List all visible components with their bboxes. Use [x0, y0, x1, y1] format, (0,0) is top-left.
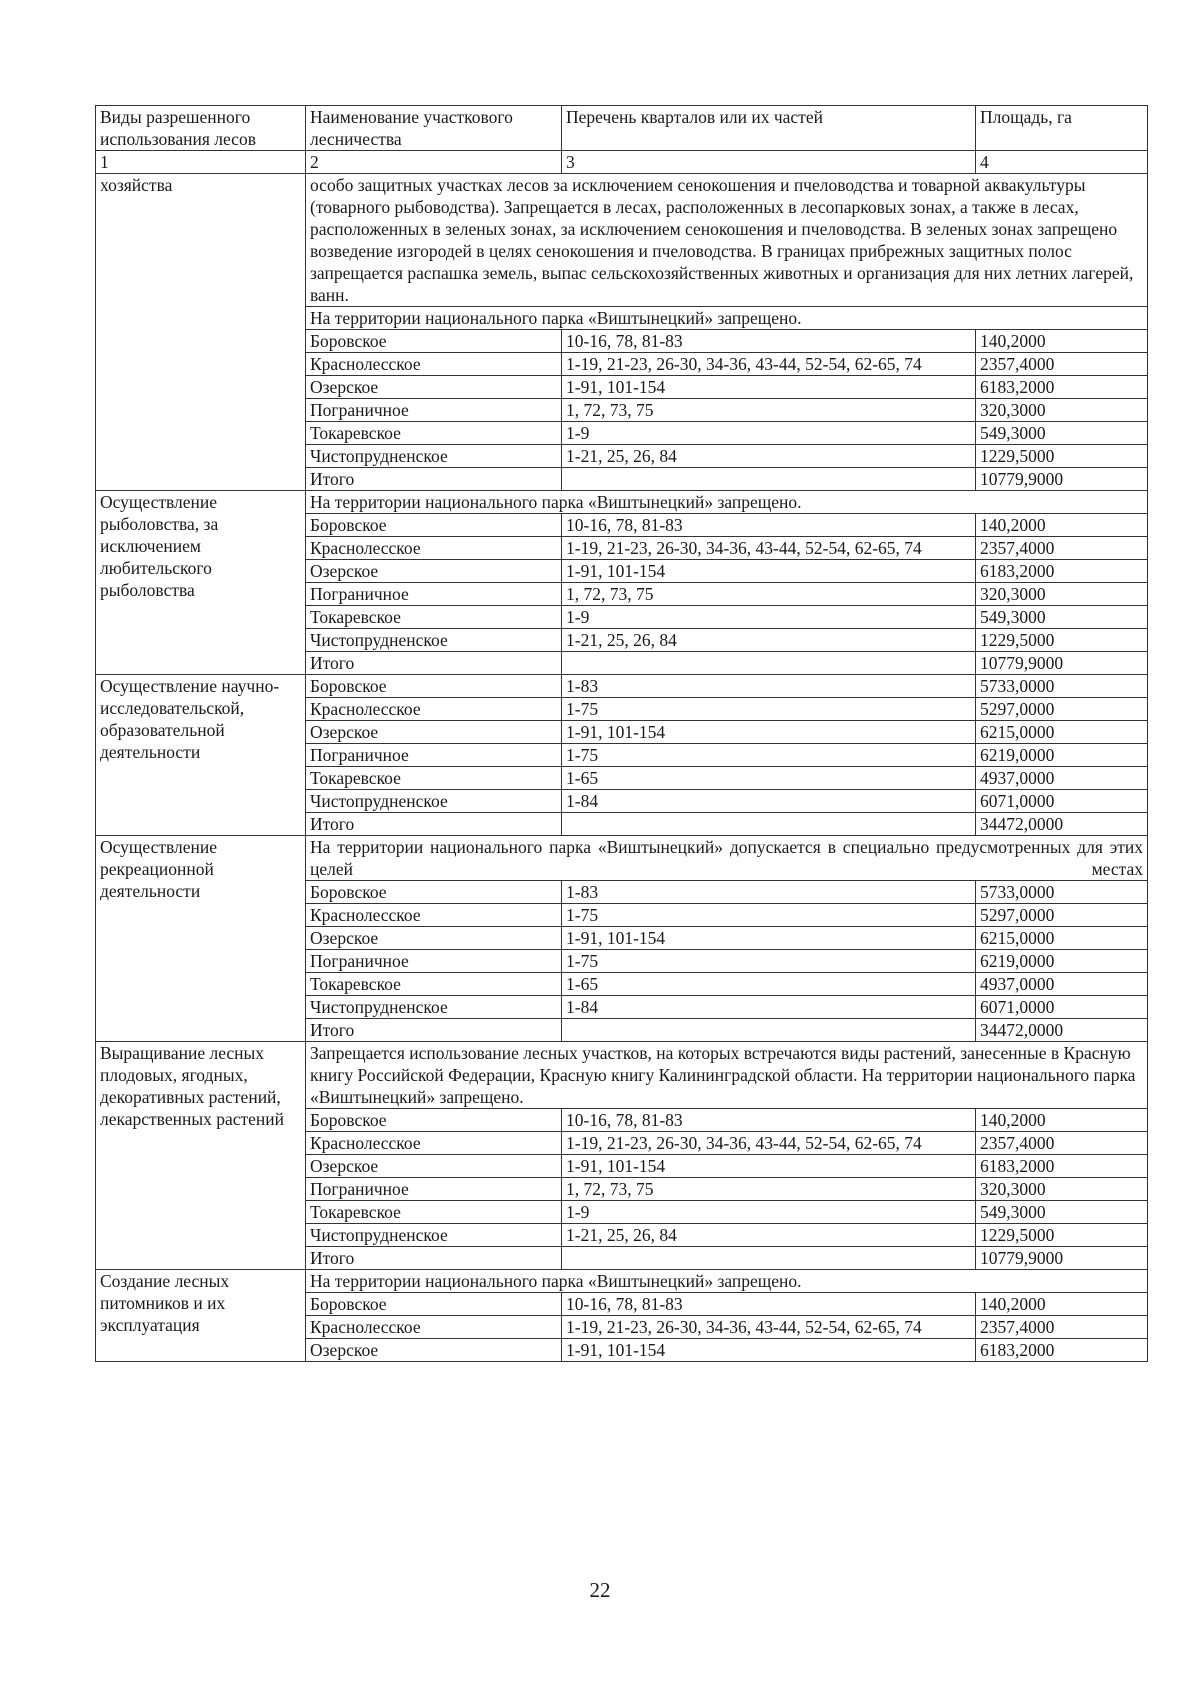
quarters-list: 1-65 [562, 973, 976, 996]
forestry-name: Озерское [306, 1155, 562, 1178]
restriction-note: Запрещается использование лесных участков, на которых встречаются виды растений, занесенные в Красную книгу Российской Федерации, Красную книгу Калининградской области. На территории национального парка «Виштынецкий» запрещено. [306, 1042, 1148, 1109]
area-value: 2357,4000 [976, 353, 1148, 376]
forestry-name: Озерское [306, 721, 562, 744]
table-row [96, 675, 1148, 698]
forestry-name: Краснолесское [306, 1316, 562, 1339]
area-value: 6219,0000 [976, 744, 1148, 767]
quarters-list: 1-91, 101-154 [562, 560, 976, 583]
header-col3: Перечень кварталов или их частей [562, 106, 976, 151]
forestry-name: Токаревское [306, 422, 562, 445]
quarters-list: 1-83 [562, 675, 976, 698]
forestry-name: Боровское [306, 675, 562, 698]
use-type-label: Создание лесных питомников и их эксплуатация [96, 1270, 306, 1362]
area-value: 140,2000 [976, 1109, 1148, 1132]
quarters-list: 1-91, 101-154 [562, 927, 976, 950]
forestry-name: Боровское [306, 514, 562, 537]
forestry-name: Пограничное [306, 583, 562, 606]
quarters-list: 1-9 [562, 1201, 976, 1224]
merged-note-row [96, 174, 1148, 307]
restriction-note: На территории национального парка «Виштынецкий» запрещено. [306, 1270, 1148, 1293]
forestry-name: Итого [306, 1247, 562, 1270]
forestry-name: Пограничное [306, 744, 562, 767]
merged-note-row [96, 1270, 1148, 1293]
area-value: 6071,0000 [976, 790, 1148, 813]
forestry-name: Чистопрудненское [306, 996, 562, 1019]
quarters-list: 1-9 [562, 606, 976, 629]
column-number: 2 [306, 151, 562, 174]
forestry-name: Токаревское [306, 606, 562, 629]
area-value: 549,3000 [976, 1201, 1148, 1224]
quarters-list: 1-75 [562, 904, 976, 927]
forestry-name: Краснолесское [306, 1132, 562, 1155]
area-value: 6215,0000 [976, 721, 1148, 744]
merged-note-row [96, 1042, 1148, 1109]
area-value: 549,3000 [976, 606, 1148, 629]
area-value: 6219,0000 [976, 950, 1148, 973]
quarters-list: 1-84 [562, 790, 976, 813]
area-value: 34472,0000 [976, 1019, 1148, 1042]
forestry-name: Озерское [306, 376, 562, 399]
merged-note-row [96, 491, 1148, 514]
area-value: 6183,2000 [976, 560, 1148, 583]
forestry-name: Токаревское [306, 973, 562, 996]
quarters-list: 1-19, 21-23, 26-30, 34-36, 43-44, 52-54, 62-65, 74 [562, 1316, 976, 1339]
quarters-list: 1-91, 101-154 [562, 721, 976, 744]
restriction-note: На территории национального парка «Виштынецкий» запрещено. [306, 307, 1148, 330]
area-value: 10779,9000 [976, 652, 1148, 675]
forestry-name: Чистопрудненское [306, 790, 562, 813]
use-type-label: Осуществление рекреационной деятельности [96, 836, 306, 1042]
quarters-list: 1-21, 25, 26, 84 [562, 1224, 976, 1247]
header-row [96, 106, 1148, 151]
forestry-name: Чистопрудненское [306, 629, 562, 652]
area-value: 1229,5000 [976, 445, 1148, 468]
quarters-list [562, 652, 976, 675]
forestry-name: Пограничное [306, 950, 562, 973]
forestry-name: Краснолесское [306, 698, 562, 721]
quarters-list: 1-84 [562, 996, 976, 1019]
header-col1: Виды разрешенного использования лесов [96, 106, 306, 151]
restriction-note: На территории национального парка «Виштынецкий» допускается в специально предусмотренных для этих целей местах [306, 836, 1148, 881]
forestry-name: Боровское [306, 330, 562, 353]
quarters-list: 1-91, 101-154 [562, 1339, 976, 1362]
area-value: 5733,0000 [976, 675, 1148, 698]
quarters-list: 1, 72, 73, 75 [562, 583, 976, 606]
area-value: 10779,9000 [976, 468, 1148, 491]
quarters-list: 1-75 [562, 950, 976, 973]
forestry-name: Краснолесское [306, 353, 562, 376]
area-value: 1229,5000 [976, 629, 1148, 652]
use-type-label: Выращивание лесных плодовых, ягодных, декоративных растений, лекарственных растений [96, 1042, 306, 1270]
area-value: 6071,0000 [976, 996, 1148, 1019]
area-value: 6183,2000 [976, 1155, 1148, 1178]
quarters-list: 1-19, 21-23, 26-30, 34-36, 43-44, 52-54, 62-65, 74 [562, 1132, 976, 1155]
area-value: 1229,5000 [976, 1224, 1148, 1247]
area-value: 6183,2000 [976, 1339, 1148, 1362]
column-number: 1 [96, 151, 306, 174]
area-value: 5297,0000 [976, 904, 1148, 927]
forestry-name: Токаревское [306, 1201, 562, 1224]
quarters-list: 1-21, 25, 26, 84 [562, 629, 976, 652]
restriction-note: особо защитных участках лесов за исключением сенокошения и пчеловодства и товарной аквакультуры (товарного рыбоводства). Запрещается в лесах, расположенных в лесопарковых зонах, а также в лесах, расположенных в зеленых зонах, за исключением сенокошения и пчеловодства. В зеленых зонах запрещено возведение изгородей в целях сенокошения и пчеловодства. В границах прибрежных защитных полос запрещается распашка земель, выпас сельскохозяйственных животных и организация для них летних лагерей, ванн. [306, 174, 1148, 307]
quarters-list [562, 1019, 976, 1042]
forestry-name: Пограничное [306, 1178, 562, 1201]
forest-use-table [95, 105, 1148, 1362]
quarters-list [562, 468, 976, 491]
forestry-name: Чистопрудненское [306, 1224, 562, 1247]
forestry-name: Боровское [306, 1293, 562, 1316]
area-value: 34472,0000 [976, 813, 1148, 836]
area-value: 320,3000 [976, 399, 1148, 422]
quarters-list: 1, 72, 73, 75 [562, 1178, 976, 1201]
header-col2: Наименование участкового лесничества [306, 106, 562, 151]
column-number-row [96, 151, 1148, 174]
forestry-name: Озерское [306, 560, 562, 583]
area-value: 6215,0000 [976, 927, 1148, 950]
quarters-list: 10-16, 78, 81-83 [562, 1109, 976, 1132]
quarters-list: 1, 72, 73, 75 [562, 399, 976, 422]
area-value: 4937,0000 [976, 973, 1148, 996]
quarters-list: 1-91, 101-154 [562, 376, 976, 399]
forestry-name: Токаревское [306, 767, 562, 790]
forestry-name: Боровское [306, 881, 562, 904]
forestry-name: Итого [306, 813, 562, 836]
area-value: 320,3000 [976, 583, 1148, 606]
column-number: 3 [562, 151, 976, 174]
forestry-name: Итого [306, 652, 562, 675]
area-value: 5297,0000 [976, 698, 1148, 721]
quarters-list: 1-91, 101-154 [562, 1155, 976, 1178]
area-value: 10779,9000 [976, 1247, 1148, 1270]
quarters-list: 1-19, 21-23, 26-30, 34-36, 43-44, 52-54, 62-65, 74 [562, 537, 976, 560]
column-number: 4 [976, 151, 1148, 174]
quarters-list: 10-16, 78, 81-83 [562, 330, 976, 353]
quarters-list [562, 813, 976, 836]
restriction-note: На территории национального парка «Виштынецкий» запрещено. [306, 491, 1148, 514]
quarters-list: 1-75 [562, 698, 976, 721]
use-type-label: хозяйства [96, 174, 306, 491]
area-value: 140,2000 [976, 514, 1148, 537]
quarters-list: 10-16, 78, 81-83 [562, 1293, 976, 1316]
use-type-label: Осуществление научно-исследовательской, образовательной деятельности [96, 675, 306, 836]
area-value: 320,3000 [976, 1178, 1148, 1201]
forestry-name: Краснолесское [306, 537, 562, 560]
forestry-name: Итого [306, 1019, 562, 1042]
forestry-name: Чистопрудненское [306, 445, 562, 468]
quarters-list [562, 1247, 976, 1270]
quarters-list: 1-83 [562, 881, 976, 904]
merged-note-row [96, 836, 1148, 881]
quarters-list: 1-21, 25, 26, 84 [562, 445, 976, 468]
quarters-list: 1-75 [562, 744, 976, 767]
forestry-name: Итого [306, 468, 562, 491]
area-value: 5733,0000 [976, 881, 1148, 904]
page-number: 22 [589, 1578, 611, 1602]
area-value: 2357,4000 [976, 1132, 1148, 1155]
forestry-name: Озерское [306, 1339, 562, 1362]
area-value: 4937,0000 [976, 767, 1148, 790]
forestry-name: Краснолесское [306, 904, 562, 927]
area-value: 6183,2000 [976, 376, 1148, 399]
header-col4: Площадь, га [976, 106, 1148, 151]
quarters-list: 1-19, 21-23, 26-30, 34-36, 43-44, 52-54, 62-65, 74 [562, 353, 976, 376]
area-value: 549,3000 [976, 422, 1148, 445]
forestry-name: Пограничное [306, 399, 562, 422]
forestry-name: Боровское [306, 1109, 562, 1132]
quarters-list: 1-9 [562, 422, 976, 445]
area-value: 2357,4000 [976, 1316, 1148, 1339]
forestry-name: Озерское [306, 927, 562, 950]
area-value: 140,2000 [976, 1293, 1148, 1316]
quarters-list: 10-16, 78, 81-83 [562, 514, 976, 537]
use-type-label: Осуществление рыболовства, за исключением любительского рыболовства [96, 491, 306, 675]
area-value: 140,2000 [976, 330, 1148, 353]
area-value: 2357,4000 [976, 537, 1148, 560]
quarters-list: 1-65 [562, 767, 976, 790]
